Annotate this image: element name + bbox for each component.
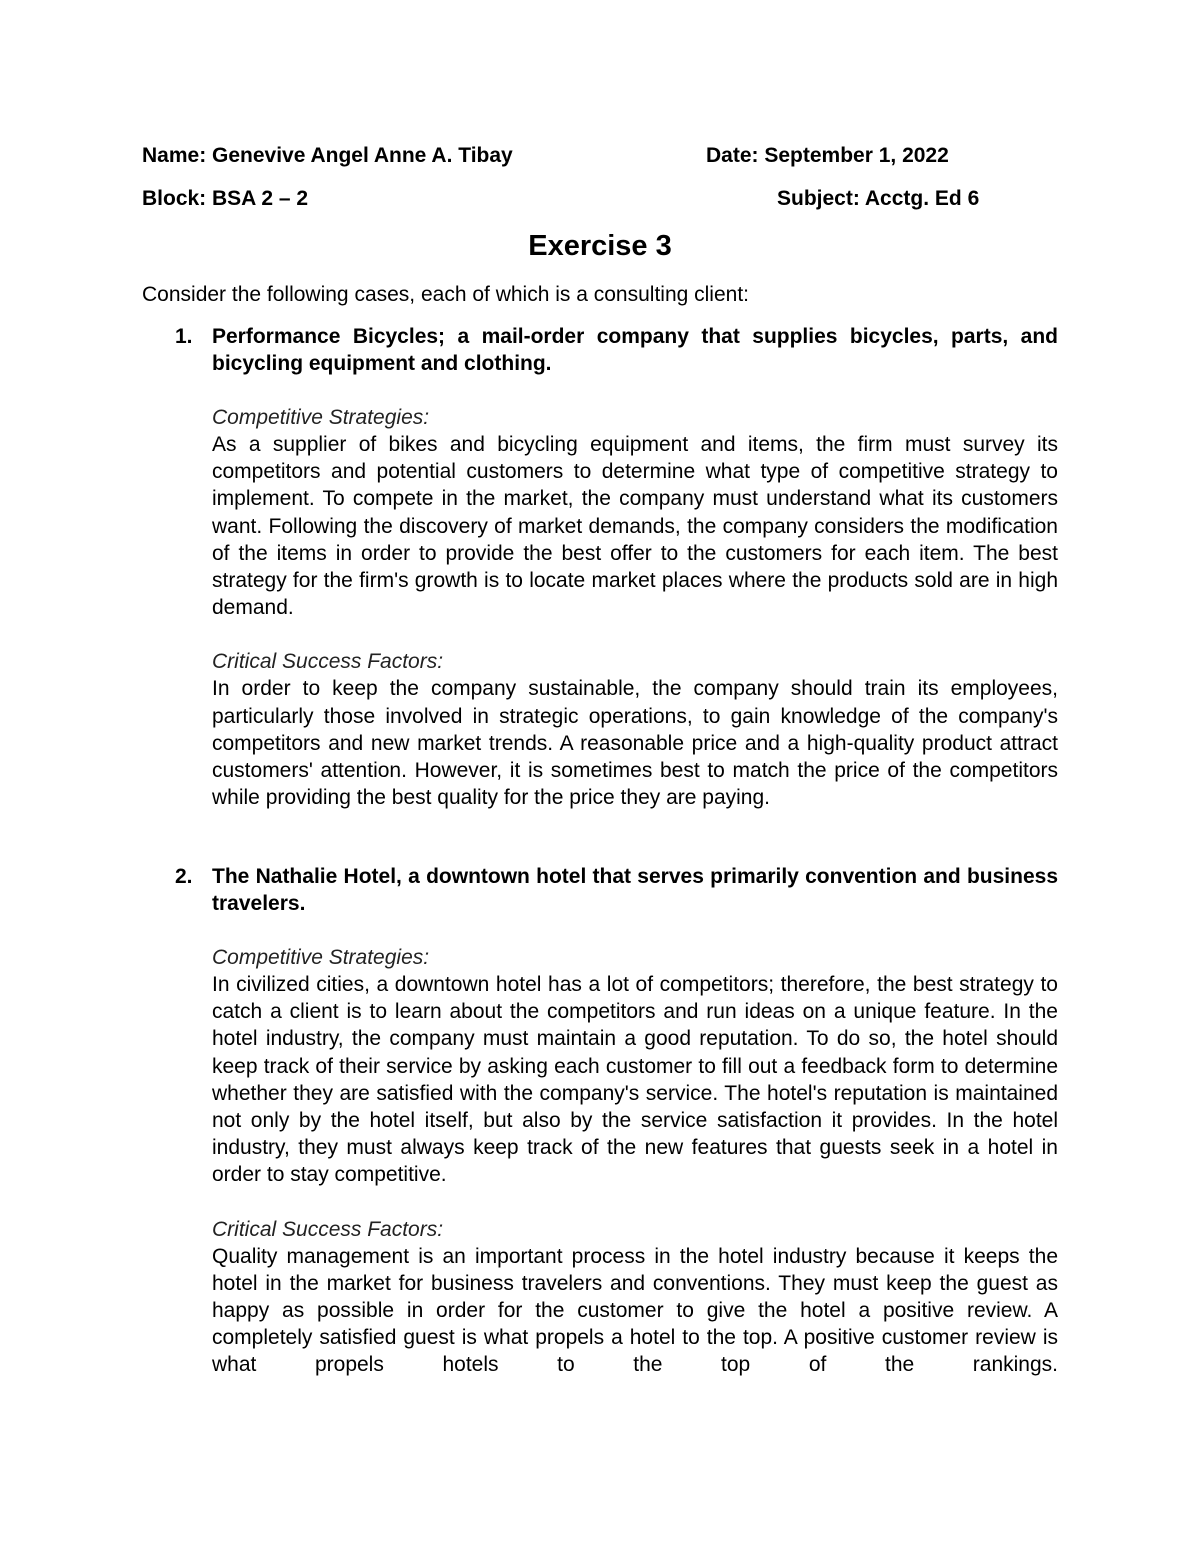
page-title: Exercise 3 (528, 230, 672, 262)
case-number: 2. (175, 865, 193, 888)
section-paragraph: In civilized cities, a downtown hotel has a lot of competitors; therefore, the best strategy to catch a client is to learn about the competitors and run ideas on a unique feature. In the hotel industry, the company must maintain a good reputation. To do so, the hotel should keep track of their service by asking each customer to fill out a feedback form to determine whether they are satisfied with the company's service. The hotel's reputation is maintained not only by the hotel itself, but also by the service satisfaction it provides. In the hotel industry, they must always keep track of the new features that guests seek in a hotel in order to stay competitive. (212, 973, 1058, 1187)
competitive-strategies-section (212, 404, 1058, 621)
date-field: Date: September 1, 2022 (706, 144, 949, 167)
intro-text: Consider the following cases, each of which is a consulting client: (142, 283, 749, 306)
section-label: Competitive Strategies: (212, 406, 430, 429)
section-paragraph: As a supplier of bikes and bicycling equipment and items, the firm must survey its competitors and potential customers to determine what type of competitive strategy to implement. To compete in the market, the company must understand what its customers want. Following the discovery of market demands, the company considers the modification of the items in order to provide the best offer to the customers for each item. The best strategy for the firm's growth is to locate market places where the products sold are in high demand. (212, 433, 1058, 620)
competitive-strategies-section (212, 944, 1058, 1189)
block-field: Block: BSA 2 – 2 (142, 187, 309, 210)
case-item (142, 323, 1058, 811)
section-label: Critical Success Factors: (212, 650, 444, 674)
section-paragraph: Quality management is an important process in the hotel industry because it keeps the hotel in the market for business travelers and conventions. They must keep the guest as happy as possible in order for the customer to give the hotel a positive review. A completely satisfied guest is what propels a hotel to the top. A positive customer review is what propels hotels to the top of the rankings. (212, 1244, 1058, 1377)
critical-success-factors-section (212, 1216, 1058, 1379)
section-label: Competitive Strategies: (212, 946, 430, 969)
case-number: 1. (175, 325, 193, 348)
case-item (142, 863, 1058, 1379)
case-title: The Nathalie Hotel, a downtown hotel that serves primarily convention and business travelers. (212, 865, 1058, 915)
student-name: Name: Genevive Angel Anne A. Tibay (142, 144, 513, 167)
section-label: Critical Success Factors: (212, 1217, 444, 1241)
case-title: Performance Bicycles; a mail-order company that supplies bicycles, parts, and bicycling equipment and clothing. (212, 325, 1058, 375)
critical-success-factors-section (212, 648, 1058, 811)
section-paragraph: In order to keep the company sustainable, the company should train its employees, particularly those involved in strategic operations, to gain knowledge of the company's competitors and new market trends. A reasonable price and a high-quality product attract customers' attention. However, it is sometimes best to match the price of the competitors while providing the best quality for the price they are paying. (212, 677, 1058, 810)
subject-field: Subject: Acctg. Ed 6 (777, 187, 980, 210)
